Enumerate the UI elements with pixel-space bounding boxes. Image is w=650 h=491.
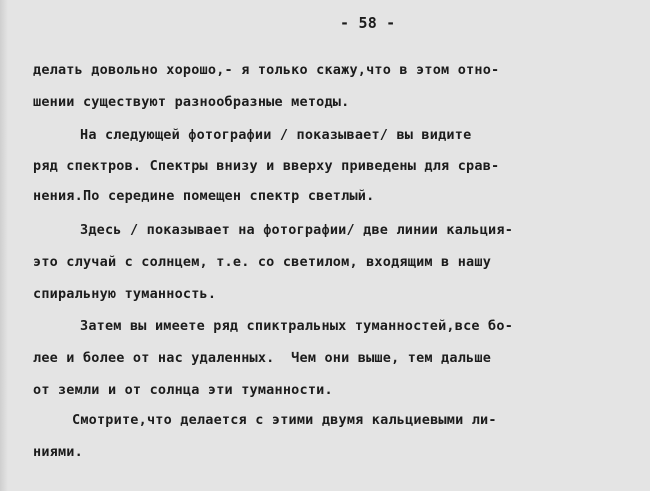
text-line: ряд спектров. Спектры внизу и вверху приведены для срав-: [33, 158, 500, 174]
text-line: ниями.: [33, 444, 83, 460]
text-line: Смотрите,что делается с этими двумя кальциевыми ли-: [72, 412, 497, 428]
text-line: Затем вы имеете ряд спиктральных туманностей,все бо-: [80, 318, 514, 334]
text-line: делать довольно хорошо,- я только скажу,что в этом отно-: [33, 62, 500, 78]
text-line: это случай с солнцем, т.е. со светилом, входящим в нашу: [33, 254, 492, 270]
text-line: нения.По середине помещен спектр светлый.: [33, 188, 375, 204]
text-line: от земли и от солнца эти туманности.: [33, 382, 333, 398]
text-line: спиральную туманность.: [33, 286, 217, 302]
page-number: - 58 -: [340, 14, 396, 32]
text-line: шении существуют разнообразные методы.: [33, 94, 350, 110]
text-line: Здесь / показывает на фотографии/ две линии кальция-: [80, 222, 514, 238]
page-edge-shadow: [0, 0, 8, 491]
text-line: На следующей фотографии / показывает/ вы видите: [80, 127, 472, 143]
text-line: лее и более от нас удаленных. Чем они выше, тем дальше: [33, 350, 492, 366]
